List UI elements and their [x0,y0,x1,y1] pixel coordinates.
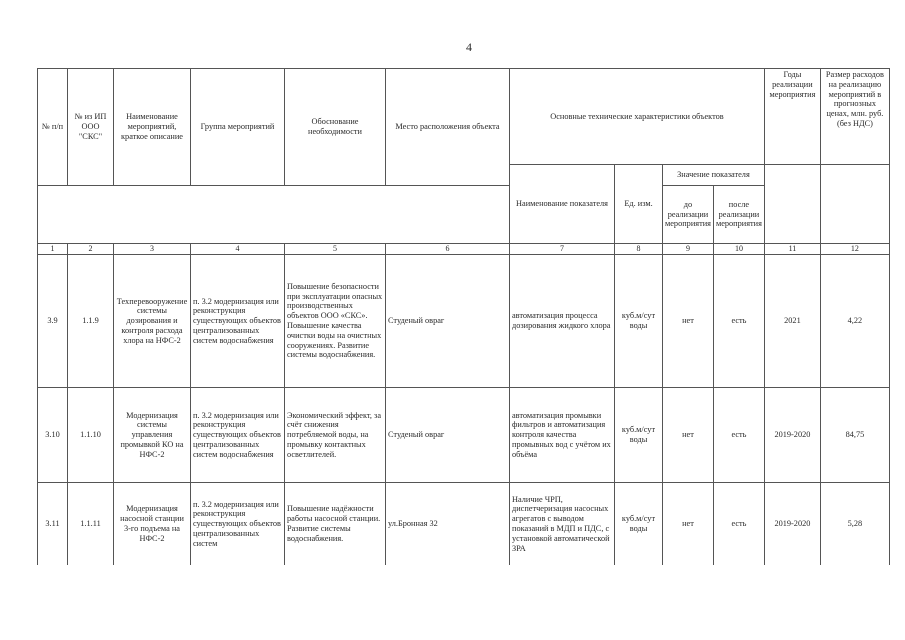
column-number: 2 [68,244,114,255]
row-unit: куб.м/сут воды [615,388,663,483]
header-cell-group: Группа мероприятий [191,69,285,186]
row-group: п. 3.2 модернизация или реконструкция существующих объектов централизованных систем водоснабжения [191,255,285,388]
header-cell-num: № п/п [38,69,68,186]
row-reason: Повышение надёжности работы насосной станции. Развитие системы водоснабжения. [285,483,386,566]
header-row-3 [38,186,890,244]
header-cell-before: до реализации мероприятия [663,186,714,244]
column-number: 9 [663,244,714,255]
row-indicator: автоматизация промывки фильтров и автоматизация контроля качества промывных вод с учётом их объёма [510,388,615,483]
header-cell-tech: Основные технические характеристики объектов [510,69,765,165]
row-ip: 1.1.10 [68,388,114,483]
column-number: 11 [764,244,820,255]
row-cost: 5,28 [820,483,889,566]
column-number: 10 [713,244,764,255]
page-number: 4 [466,40,472,54]
header-cell-years-empty [764,165,820,244]
column-number-row [38,244,890,255]
row-indicator: автоматизация процесса дозирования жидкого хлора [510,255,615,388]
header-cell-cost: Размер расходов на реализацию мероприятий в прогнозных ценах, млн. руб. (без НДС) [820,69,889,165]
row-unit: куб.м/сут воды [615,483,663,566]
header-cell-indicator: Наименование показателя [510,165,615,244]
row-years: 2019-2020 [764,388,820,483]
row-after: есть [713,255,764,388]
table-row [38,388,890,483]
row-cost: 4,22 [820,255,889,388]
header-cell-ip: № из ИП ООО "СКС" [68,69,114,186]
column-number: 3 [114,244,191,255]
row-name: Модернизация системы управления промывкой КО на НФС-2 [114,388,191,483]
column-number: 6 [386,244,510,255]
column-number: 1 [38,244,68,255]
column-number: 5 [285,244,386,255]
column-number: 4 [191,244,285,255]
column-number: 12 [820,244,889,255]
row-years: 2021 [764,255,820,388]
header-cell-name: Наименование мероприятий, краткое описание [114,69,191,186]
row-after: есть [713,388,764,483]
row-reason: Повышение безопасности при эксплуатации опасных производственных объектов ООО «СКС». Повышение качества очистки воды на очистных сооружениях. Развитие системы водоснабжения. [285,255,386,388]
row-name: Техперевооружение системы дозирования и контроля расхода хлора на НФС-2 [114,255,191,388]
row-after: есть [713,483,764,566]
row-before: нет [663,483,714,566]
row-reason: Экономический эффект, за счёт снижения потребляемой воды, на промывку контактных осветлителей. [285,388,386,483]
row-place: ул.Бронная 32 [386,483,510,566]
row-name: Модернизация насосной станции 3-го подъема на НФС-2 [114,483,191,566]
row-group: п. 3.2 модернизация или реконструкция существующих объектов централизованных систем водоснабжения [191,388,285,483]
header-cell-unit: Ед. изм. [615,165,663,244]
row-years: 2019-2020 [764,483,820,566]
row-num: 3.11 [38,483,68,566]
row-group: п. 3.2 модернизация или реконструкция существующих объектов централизованных систем [191,483,285,566]
header-cell-value: Значение показателя [663,165,765,186]
investment-program-table [37,68,890,565]
header-row-1 [38,69,890,165]
column-number: 8 [615,244,663,255]
row-num: 3.10 [38,388,68,483]
row-before: нет [663,388,714,483]
row-ip: 1.1.9 [68,255,114,388]
header-cell-reason: Обоснование необходимости [285,69,386,186]
table-row [38,255,890,388]
header-cell-cost-empty [820,165,889,244]
header-spacer [38,186,510,244]
row-ip: 1.1.11 [68,483,114,566]
row-before: нет [663,255,714,388]
header-cell-years: Годы реализации мероприятия [764,69,820,165]
row-place: Студеный овраг [386,388,510,483]
table-row [38,483,890,566]
row-indicator: Наличие ЧРП, диспетчеризация насосных агрегатов с выводом показаний в МДП и ПДС, с установкой автоматической ЗРА [510,483,615,566]
column-number: 7 [510,244,615,255]
header-cell-after: после реализации мероприятия [713,186,764,244]
row-num: 3.9 [38,255,68,388]
row-place: Студеный овраг [386,255,510,388]
header-cell-place: Место расположения объекта [386,69,510,186]
row-unit: куб.м/сут воды [615,255,663,388]
row-cost: 84,75 [820,388,889,483]
